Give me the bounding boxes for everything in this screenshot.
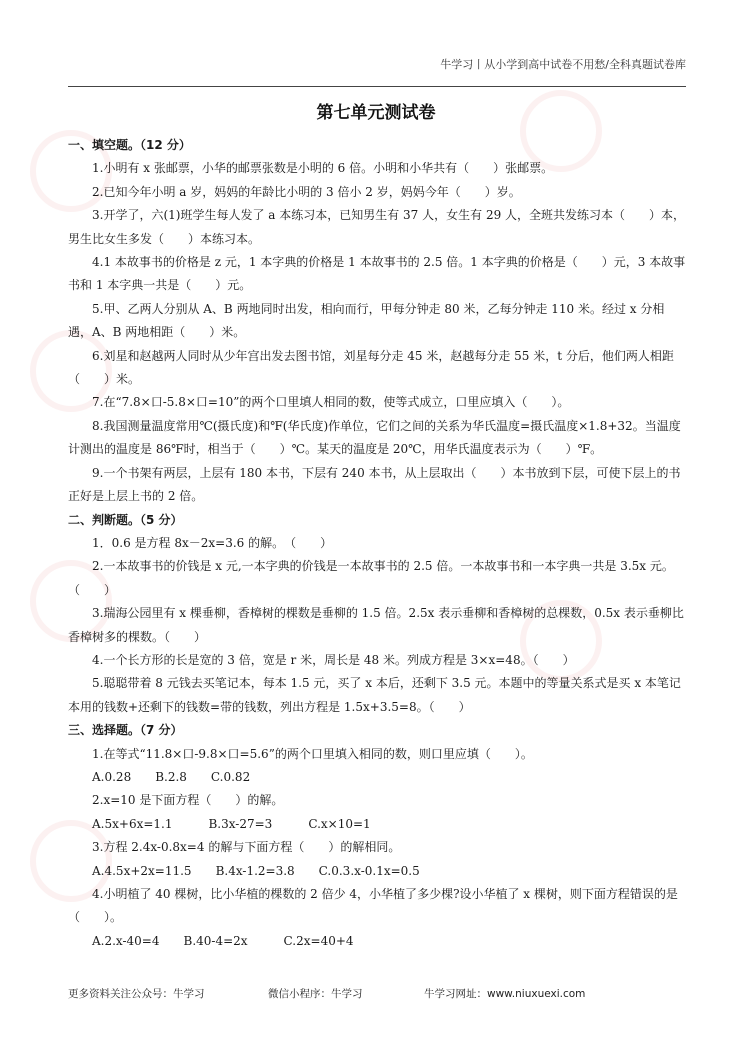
question-options: A.4.5x+2x=11.5 B.4x-1.2=3.8 C.0.3.x-0.1x=0.5 — [92, 863, 420, 878]
page-title: 第七单元测试卷 — [316, 103, 436, 123]
exam-content — [68, 134, 686, 953]
question: 6.刘星和赵越两人同时从少年宫出发去图书馆，刘星每分走 45 米，赵越每分走 55 米，t 分后，他们两人相距（ ）米。 — [68, 348, 674, 387]
header-text: 牛学习丨从小学到高中试卷不用愁/全科真题试卷库 — [440, 58, 686, 71]
footer-website-link[interactable]: 牛学习网址：www.niuxuexi.com — [424, 988, 586, 1000]
question: 8.我国测量温度常用℃(摄氏度)和℉(华氏度)作单位，它们之间的关系为华氏温度=摄氏温度×1.8+32。当温度计测出的温度是 86℉时，相当于（ ）℃。某天的温度是 20℃，用华氏温度表示为（ ）℉。 — [68, 418, 681, 457]
question: 9.一个书架有两层，上层有 180 本书，下层有 240 本书，从上层取出（ ）本书放到下层，可使下层上的书正好是上层上书的 2 倍。 — [68, 465, 681, 504]
header-rule — [68, 86, 686, 87]
question: 1.小明有 x 张邮票，小华的邮票张数是小明的 6 倍。小明和小华共有（ ）张邮票。 — [92, 161, 554, 176]
footer-mini-program: 微信小程序：牛学习 — [268, 988, 363, 1000]
question: 4.一个长方形的长是宽的 3 倍，宽是 r 米，周长是 48 米。列成方程是 3×x=48。（ ） — [92, 652, 575, 667]
footer-wechat-account: 更多资料关注公众号：牛学习 — [68, 988, 205, 1000]
question: 5.聪聪带着 8 元钱去买笔记本，每本 1.5 元，买了 x 本后，还剩下 3.5 元。本题中的等量关系式是买 x 本笔记本用的钱数+还剩下的钱数=带的钱数，列出方程是 1.5x+3.5=8。（ ） — [68, 676, 681, 714]
question: 2.已知今年小明 a 岁，妈妈的年龄比小明的 3 倍小 2 岁，妈妈今年（ ）岁。 — [92, 184, 521, 199]
section-heading: 一、填空题。（12 分） — [68, 138, 191, 152]
question: 3.方程 2.4x-0.8x=4 的解与下面方程（ ）的解相同。 — [92, 840, 401, 855]
question: 4.1 本故事书的价格是 z 元，1 本字典的价格是 1 本故事书的 2.5 倍。1 本字典的价格是（ ）元，3 本故事书和 1 本字典一共是（ ）元。 — [68, 255, 686, 293]
question-options: A.5x+6x=1.1 B.3x-27=3 C.x×10=1 — [92, 816, 371, 831]
question: 2.x=10 是下面方程（ ）的解。 — [92, 793, 284, 808]
question-options: A.2.x-40=4 B.40-4=2x C.2x=40+4 — [92, 933, 354, 948]
section-heading: 二、判断题。（5 分） — [68, 512, 183, 527]
question: 5.甲、乙两人分别从 A、B 两地同时出发，相向而行，甲每分钟走 80 米，乙每分钟走 110 米。经过 x 分相遇，A、B 两地相距（ ）米。 — [68, 301, 665, 340]
question: 7.在“7.8×口-5.8×口=10”的两个口里填人相同的数，使等式成立，口里应填入（ ）。 — [92, 395, 570, 410]
question: 2.一本故事书的价钱是 x 元,一本字典的价钱是一本故事书的 2.5 倍。一本故事书和一本字典一共是 3.5x 元。（ ） — [68, 559, 674, 597]
question-options: A.0.28 B.2.8 C.0.82 — [92, 769, 251, 784]
section-heading: 三、选择题。（7 分） — [68, 723, 183, 738]
question: 3.瑞海公园里有 x 棵垂柳，香樟树的棵数是垂柳的 1.5 倍。2.5x 表示垂柳和香樟树的总棵数，0.5x 表示垂柳比香樟树多的棵数。（ ） — [68, 606, 684, 644]
question: 3.开学了，六(1)班学生每人发了 a 本练习本，已知男生有 37 人，女生有 29 人，全班共发练习本（ ）本，男生比女生多发（ ）本练习本。 — [68, 208, 686, 246]
question: 1．0.6 是方程 8x－2x=3.6 的解。 （ ） — [92, 535, 333, 550]
question: 1.在等式“11.8×口-9.8×口=5.6”的两个口里填入相同的数，则口里应填（ ）。 — [92, 746, 533, 761]
question: 4.小明植了 40 棵树，比小华植的棵数的 2 倍少 4，小华植了多少棵?设小华植了 x 棵树，则下面方程错误的是（ ）。 — [68, 887, 678, 925]
